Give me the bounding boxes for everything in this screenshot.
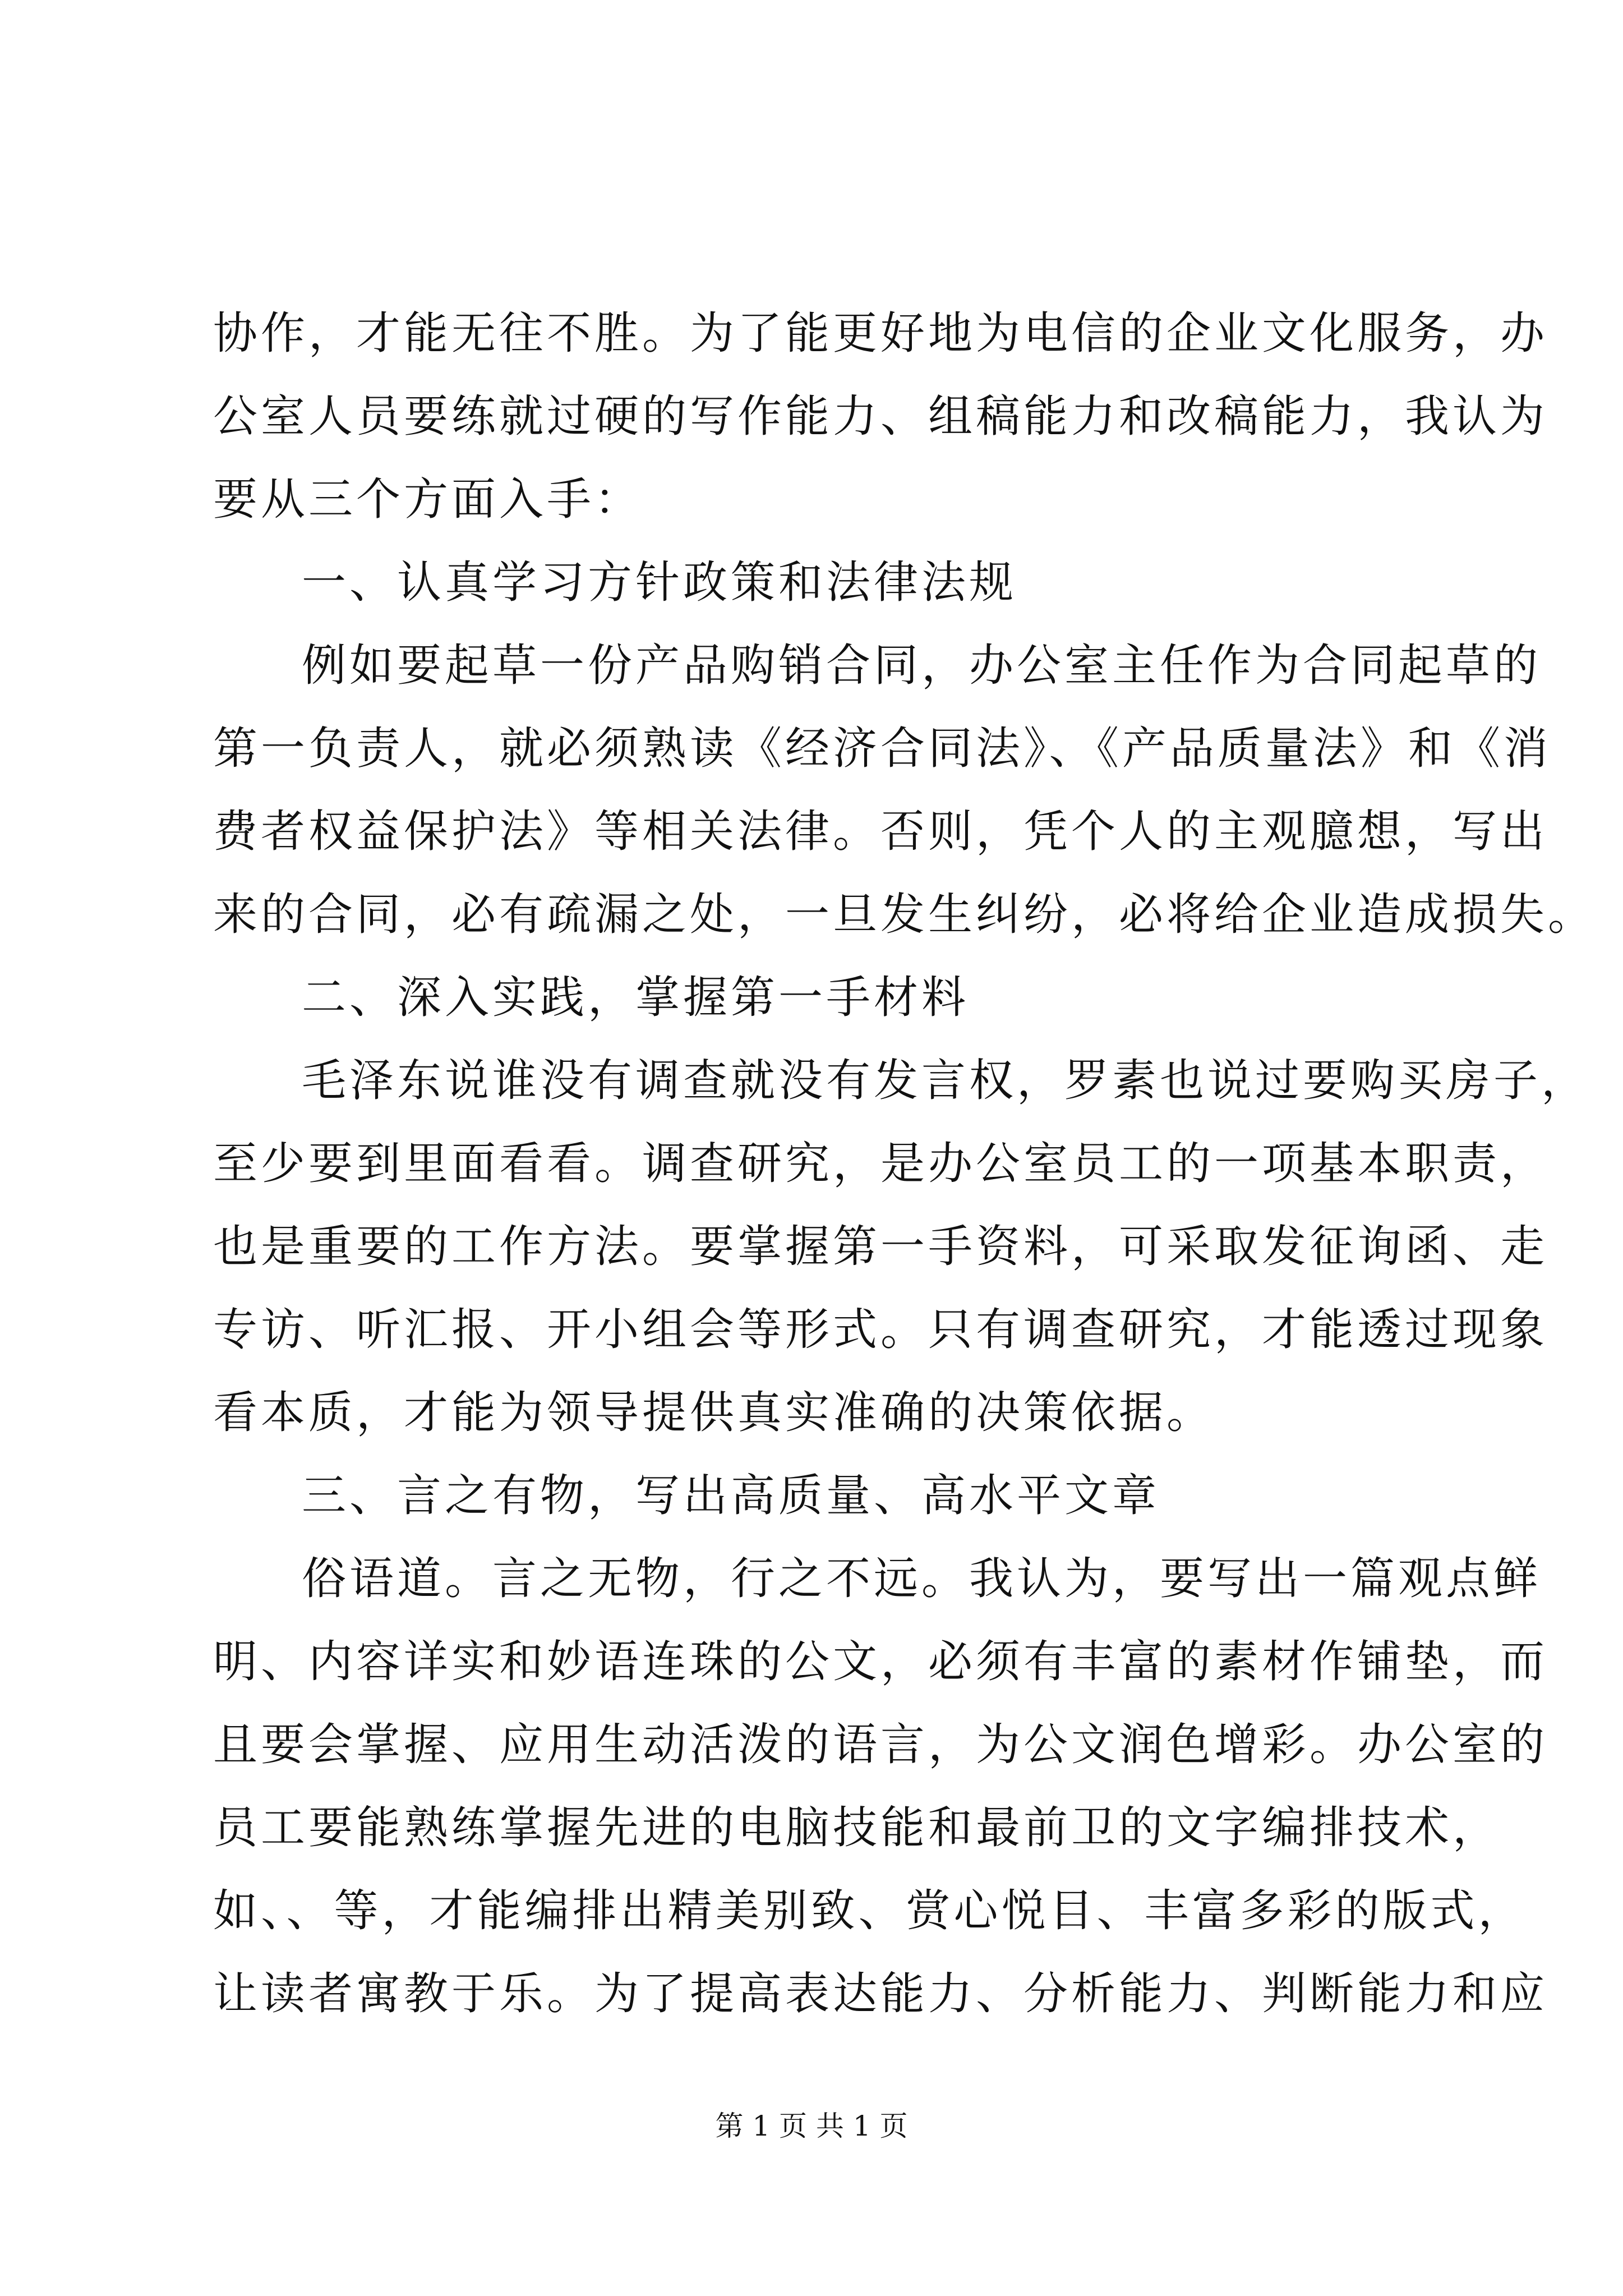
document-body (213, 292, 1596, 2035)
section-heading-1: 一、认真学习方针政策和法律法规 (302, 556, 1017, 608)
text-line-16: 俗语道。言之无物，行之不远。我认为，要写出一篇观点鲜 (302, 1553, 1541, 1604)
text-line-13: 专访、听汇报、开小组会等形式。只有调查研究，才能透过现象 (213, 1304, 1548, 1355)
text-line-14: 看本质，才能为领导提供真实准确的决策依据。 (213, 1387, 1214, 1438)
text-line-12: 也是重要的工作方法。要掌握第一手资料，可采取发征询函、走 (213, 1221, 1548, 1272)
section-heading-3: 三、言之有物，写出高质量、高水平文章 (302, 1470, 1160, 1521)
text-line-21: 让读者寓教于乐。为了提高表达能力、分析能力、判断能力和应 (213, 1968, 1548, 2019)
page-footer (0, 2106, 1623, 2146)
text-line-20: 如、、等，才能编排出精美别致、赏心悦目、丰富多彩的版式， (213, 1885, 1526, 1936)
text-line-6: 第一负责人，就必须熟读《经济合同法》、《产品质量法》和《消 (213, 723, 1551, 774)
text-line-7: 费者权益保护法》等相关法律。否则，凭个人的主观臆想，写出 (213, 806, 1548, 857)
text-line-11: 至少要到里面看看。调查研究，是办公室员工的一项基本职责， (213, 1138, 1548, 1189)
page-number-label: 第 1 页 共 1 页 (715, 2110, 908, 2142)
text-line-3: 要从三个方面入手： (213, 473, 642, 525)
text-line-18: 且要会掌握、应用生动活泼的语言，为公文润色增彩。办公室的 (213, 1719, 1548, 1770)
text-line-2: 公室人员要练就过硬的写作能力、组稿能力和改稿能力，我认为 (213, 390, 1548, 442)
section-heading-2: 二、深入实践，掌握第一手材料 (302, 972, 969, 1023)
text-line-10: 毛泽东说谁没有调查就没有发言权，罗素也说过要购买房子， (302, 1055, 1589, 1106)
text-line-17: 明、内容详实和妙语连珠的公文，必须有丰富的素材作铺垫，而 (213, 1636, 1548, 1687)
text-line-5: 例如要起草一份产品购销合同，办公室主任作为合同起草的 (302, 639, 1541, 691)
text-line-8: 来的合同，必有疏漏之处，一旦发生纠纷，必将给企业造成损失。 (213, 889, 1596, 940)
text-line-1: 协作，才能无往不胜。为了能更好地为电信的企业文化服务，办 (213, 307, 1548, 359)
text-line-19: 员工要能熟练掌握先进的电脑技能和最前卫的文字编排技术， (213, 1802, 1500, 1853)
